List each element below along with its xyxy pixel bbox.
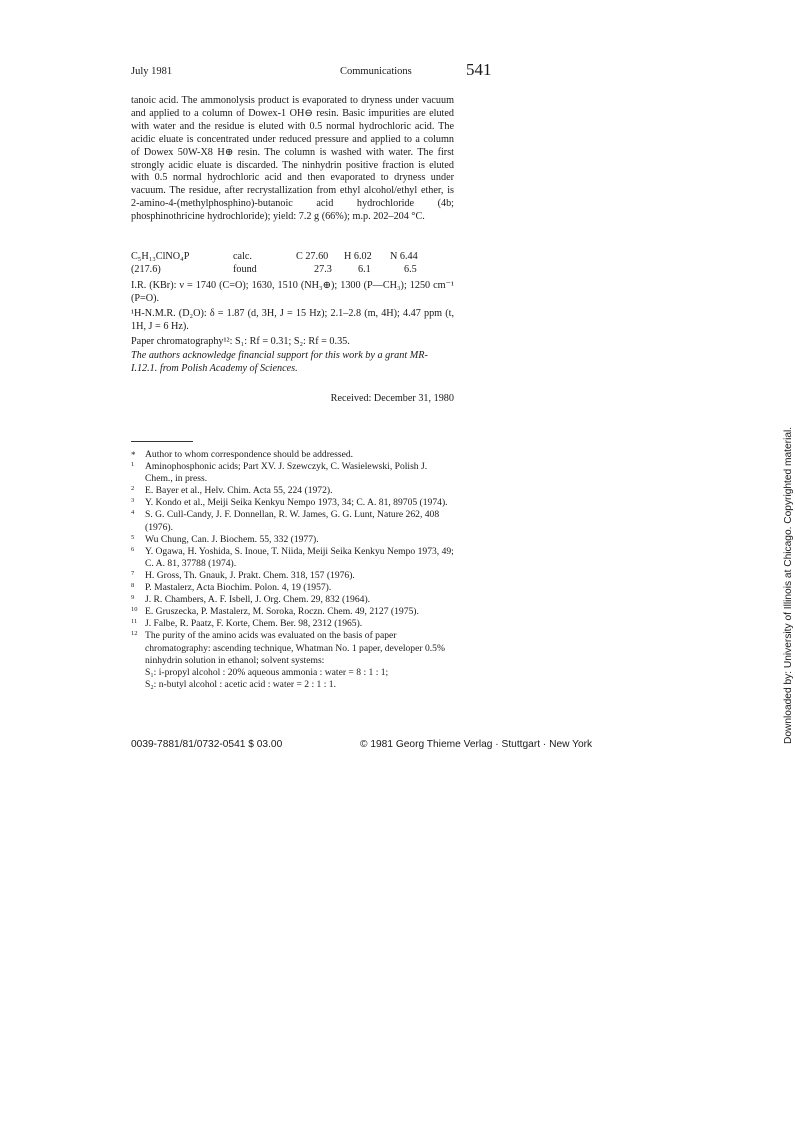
solvent-system [131, 679, 454, 691]
footnote-mark: 10 [131, 606, 138, 614]
footnote-mark: * [131, 450, 136, 460]
footnote-text: E. Bayer et al., Helv. Chim. Acta 55, 224 (1972). [145, 485, 333, 497]
found-n: 6.5 [404, 264, 417, 275]
solvent-system-text: S₂: n-butyl alcohol : acetic acid : water = 2 : 1 : 1. [145, 678, 336, 690]
footnote-text: H. Gross, Th. Gnauk, J. Prakt. Chem. 318, 157 (1976). [145, 569, 355, 581]
calc-h: H 6.02 [344, 251, 372, 262]
footnote-mark: 11 [131, 618, 138, 626]
footnote-mark: 7 [131, 569, 135, 577]
page-number: 541 [466, 60, 492, 79]
footnote-text: Author to whom correspondence should be addressed. [145, 449, 354, 460]
footnote [131, 546, 454, 570]
footnote-text: Wu Chung, Can. J. Biochem. 55, 332 (1977). [145, 533, 319, 545]
molecular-formula: C₅H₁₃ClNO₄P [131, 251, 190, 262]
footnote-rule [131, 441, 193, 442]
calc-c: C 27.60 [296, 251, 329, 262]
footnote-mark: 12 [131, 630, 138, 638]
footnote-text: J. Falbe, R. Paatz, F. Korte, Chem. Ber. 98, 2312 (1965). [145, 618, 363, 630]
footnote-text: Aminophosphonic acids; Part XV. J. Szewczyk, C. Wasielewski, Polish J. Chem., in press. [145, 461, 428, 485]
footnote [131, 618, 454, 630]
found-label: found [233, 264, 257, 275]
found-h: 6.1 [358, 264, 371, 275]
footnote [131, 582, 454, 594]
footnote-text: Y. Kondo et al., Meiji Seika Kenkyu Nempo 1973, 34; C. A. 81, 89705 (1974). [145, 497, 448, 509]
footnote-mark: 5 [131, 533, 135, 541]
footnote-mark: 8 [131, 582, 135, 590]
received-date: Received: December 31, 1980 [330, 393, 454, 404]
calc-n: N 6.44 [390, 251, 418, 262]
solvent-system [131, 667, 454, 679]
footnote [131, 461, 454, 485]
footnote-text: S. G. Cull-Candy, J. F. Donnellan, R. W. James, G. G. Lunt, Nature 262, 408 (1976). [145, 509, 440, 533]
footnote [131, 606, 454, 618]
footnote-mark: 9 [131, 594, 135, 602]
footnote-mark: 3 [131, 497, 135, 505]
footnote [131, 594, 454, 606]
footnote [131, 630, 454, 666]
body-paragraph: tanoic acid. The ammonolysis product is evaporated to dryness under vacuum and applied to a column of Dowex-1 OH⊖ resin. Basic impurities are eluted with water and the residue is eluted with 0.5 normal hydrochloric acid. The acidic eluate is concentrated under reduced pressure and applied to a column of Dowex 50W-X8 H⊕ resin. The column is washed with water. The first strongly acidic eluate is discarded. The ninhydrin positive fraction is eluted with 0.5 normal hydrochloric acid and then evaporated to dryness under vacuum. The residue, after recrystallization from ethyl alcohol/ethyl ether, is 2-amino-4-(methylphosphino)-butanoic acid hydrochloride (4b; phosphinothricine hydrochloride); yield: 7.2 g (66%); m.p. 202–204 °C. [131, 95, 454, 223]
ir-data: I.R. (KBr): ν = 1740 (C=O); 1630, 1510 (NH₃⊕); 1300 (P—CH₃); 1250 cm⁻¹ (P=O). [131, 280, 454, 304]
footnote-text: P. Mastalerz, Acta Biochim. Polon. 4, 19 (1957). [145, 582, 332, 594]
footnote-text: Y. Ogawa, H. Yoshida, S. Inoue, T. Niida, Meiji Seika Kenkyu Nempo 1973, 49; C. A. 81, 37788 (1974). [145, 545, 454, 569]
download-watermark: Downloaded by: University of Illinois at Chicago. Copyrighted material. [783, 426, 794, 744]
footnote-text: E. Gruszecka, P. Mastalerz, M. Soroka, Roczn. Chem. 49, 2127 (1975). [145, 606, 419, 618]
footnote-mark: 2 [131, 485, 135, 493]
publisher-line: © 1981 Georg Thieme Verlag · Stuttgart · New York [360, 739, 593, 750]
calc-label: calc. [233, 251, 252, 262]
footnote [131, 534, 454, 546]
footnote [131, 497, 454, 509]
found-c: 27.3 [314, 264, 332, 275]
solvent-system-text: S₁: i-propyl alcohol : 20% aqueous ammonia : water = 8 : 1 : 1; [145, 666, 389, 678]
footnote [131, 485, 454, 497]
footnotes [131, 449, 454, 691]
footnote-text: The purity of the amino acids was evaluated on the basis of paper chromatography: ascending technique, Whatman No. 1 paper, developer 0.5% ninhydrin solution in ethanol; solvent systems: [145, 630, 445, 666]
footnote [131, 449, 454, 461]
running-header-section: Communications [340, 66, 412, 77]
nmr-data: ¹H-N.M.R. (D₂O): δ = 1.87 (d, 3H, J = 15 Hz); 2.1–2.8 (m, 4H); 4.47 ppm (t, 1H, J = 6 Hz). [131, 308, 454, 332]
footnote-mark: 6 [131, 545, 135, 553]
acknowledgment: The authors acknowledge financial support for this work by a grant MR-I.12.1. from Polish Academy of Sciences. [131, 350, 428, 374]
chromatography-data: Paper chromatography¹²: S₁: Rf = 0.31; S₂: Rf = 0.35. [131, 336, 350, 347]
footnote-mark: 1 [131, 461, 135, 469]
running-header-date: July 1981 [131, 66, 173, 77]
issn-line: 0039-7881/81/0732-0541 $ 03.00 [131, 739, 283, 750]
footnote-text: J. R. Chambers, A. F. Isbell, J. Org. Chem. 29, 832 (1964). [145, 594, 371, 606]
molecular-weight: (217.6) [131, 264, 161, 275]
footnote [131, 509, 454, 533]
footnote [131, 570, 454, 582]
footnote-mark: 4 [131, 509, 135, 517]
